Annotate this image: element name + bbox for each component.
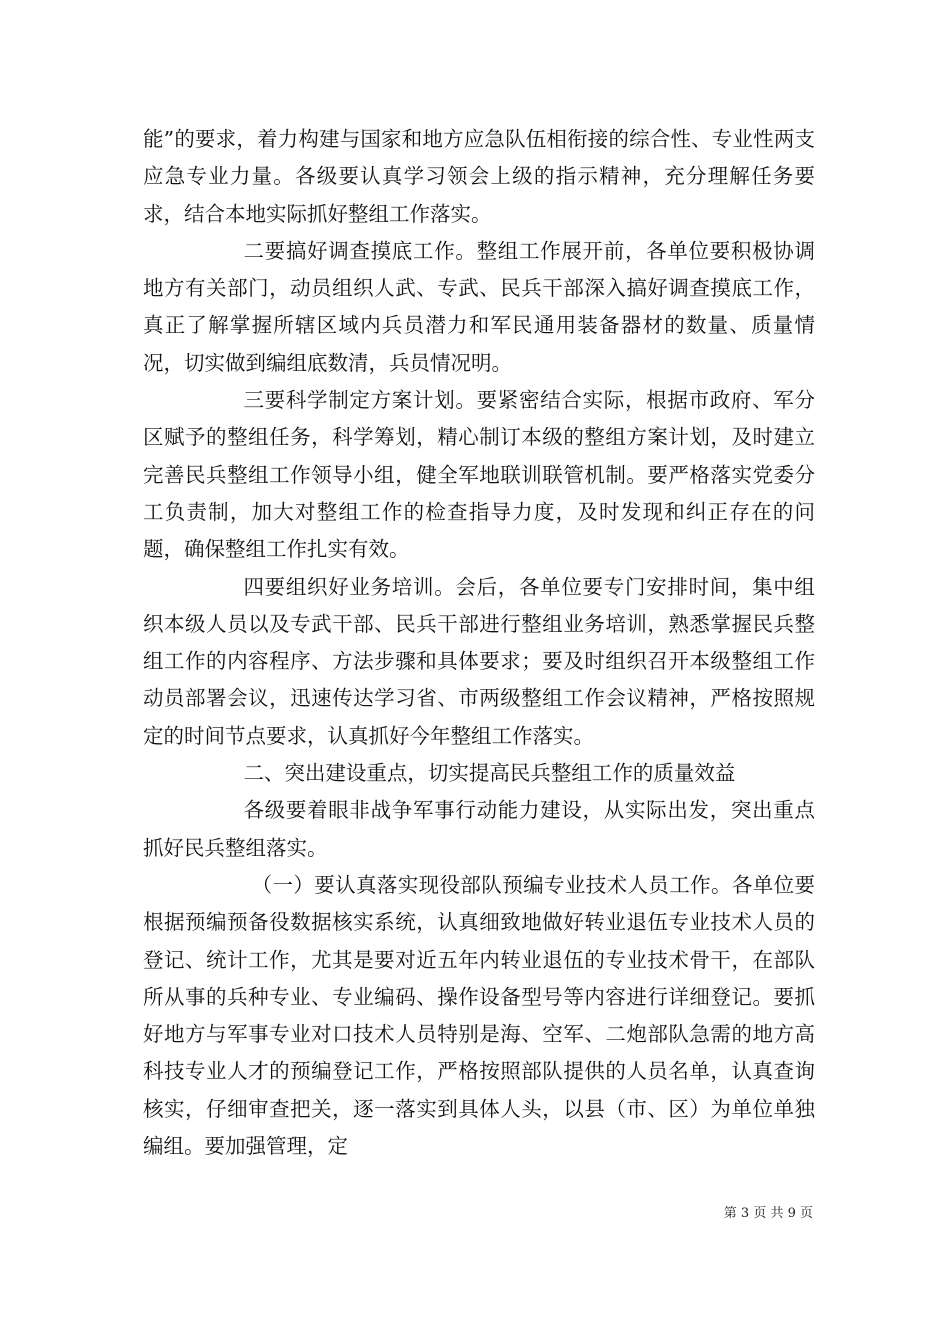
paragraph-plan: 三要科学制定方案计划。要紧密结合实际，根据市政府、军分区赋予的整组任务，科学筹划，精心制订本级的整组方案计划，及时建立完善民兵整组工作领导小组，健全军地联训联管机制。要严格落实党委分工负责制，加大对整组工作的检查指导力度，及时发现和纠正存在的问题，确保整组工作扎实有效。 [143,388,815,562]
page-number-footer: 第 3 页 共 9 页 [723,1206,813,1221]
section-heading: 二、突出建设重点，切实提高民兵整组工作的质量效益 [243,761,736,786]
document-body [143,121,815,1165]
paragraph-training: 四要组织好业务培训。会后，各单位要专门安排时间，集中组织本级人员以及专武干部、民兵干部进行整组业务培训，熟悉掌握民兵整组工作的内容程序、方法步骤和具体要求；要及时组织召开本级整组工作动员部署会议，迅速传达学习省、市两级整组工作会议精神，严格按照规定的时间节点要求，认真抓好今年整组工作落实。 [143,574,815,748]
paragraph-continuation: 能”的要求，着力构建与国家和地方应急队伍相衔接的综合性、专业性两支应急专业力量。各级要认真学习领会上级的指示精神，充分理解任务要求，结合本地实际抓好整组工作落实。 [143,127,815,226]
paragraph-intro: 各级要着眼非战争军事行动能力建设，从实际出发，突出重点抓好民兵整组落实。 [143,798,815,860]
paragraph-survey: 二要搞好调查摸底工作。整组工作展开前，各单位要积极协调地方有关部门，动员组织人武、专武、民兵干部深入搞好调查摸底工作，真正了解掌握所辖区域内兵员潜力和军民通用装备器材的数量、质量情况，切实做到编组底数清，兵员情况明。 [143,238,815,375]
paragraph-item-one: （一）要认真落实现役部队预编专业技术人员工作。各单位要根据预编预备役数据核实系统，认真细致地做好转业退伍专业技术人员的登记、统计工作，尤其是要对近五年内转业退伍的专业技术骨干，在部队所从事的兵种专业、专业编码、操作设备型号等内容进行详细登记。要抓好地方与军事专业对口技术人员特别是海、空军、二炮部队急需的地方高科技专业人才的预编登记工作，严格按照部队提供的人员名单，认真查询核实，仔细审查把关，逐一落实到具体人头，以县（市、区）为单位单独编组。要加强管理，定 [143,872,815,1159]
